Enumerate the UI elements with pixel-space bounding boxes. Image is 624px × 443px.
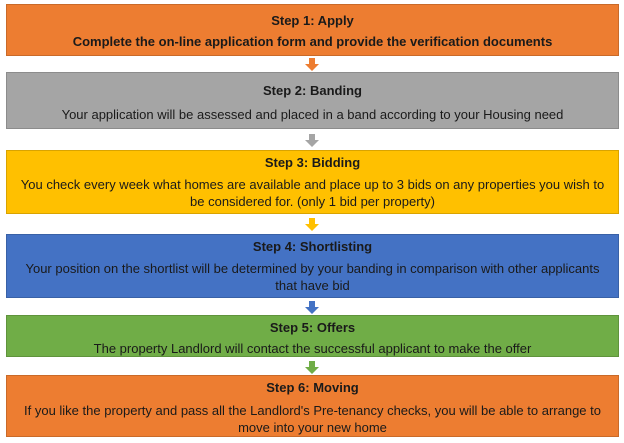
step-1-description: Complete the on-line application form and provide the verification documents xyxy=(72,34,553,49)
step-4-description: Your position on the shortlist will be determined by your banding in comparison with other applicants that have bid xyxy=(25,261,600,293)
step-3-description: You check every week what homes are available and place up to 3 bids on any properties you wish to be considered for. (only 1 bid per property) xyxy=(20,177,605,209)
step-1-title: Step 1: Apply xyxy=(271,13,354,28)
step-6-description: If you like the property and pass all the Landlord's Pre-tenancy checks, you will be able to arrange to move into your new home xyxy=(24,403,601,435)
step-1-box xyxy=(6,4,619,56)
step-2-description: Your application will be assessed and placed in a band according to your Housing need xyxy=(61,107,564,122)
step-4-box xyxy=(6,234,619,298)
down-arrow-icon xyxy=(305,58,319,71)
step-2-box xyxy=(6,72,619,129)
down-arrow-icon xyxy=(305,301,319,314)
step-5-description: The property Landlord will contact the successful applicant to make the offer xyxy=(93,341,532,356)
step-3-box xyxy=(6,150,619,214)
down-arrow-icon xyxy=(305,134,319,147)
step-2-title: Step 2: Banding xyxy=(263,83,362,98)
step-6-box xyxy=(6,375,619,437)
step-5-box xyxy=(6,315,619,357)
step-5-title: Step 5: Offers xyxy=(269,320,356,335)
down-arrow-icon xyxy=(305,361,319,374)
down-arrow-icon xyxy=(305,218,319,231)
step-6-title: Step 6: Moving xyxy=(266,380,359,395)
step-4-title: Step 4: Shortlisting xyxy=(252,239,373,254)
step-3-title: Step 3: Bidding xyxy=(264,155,361,170)
